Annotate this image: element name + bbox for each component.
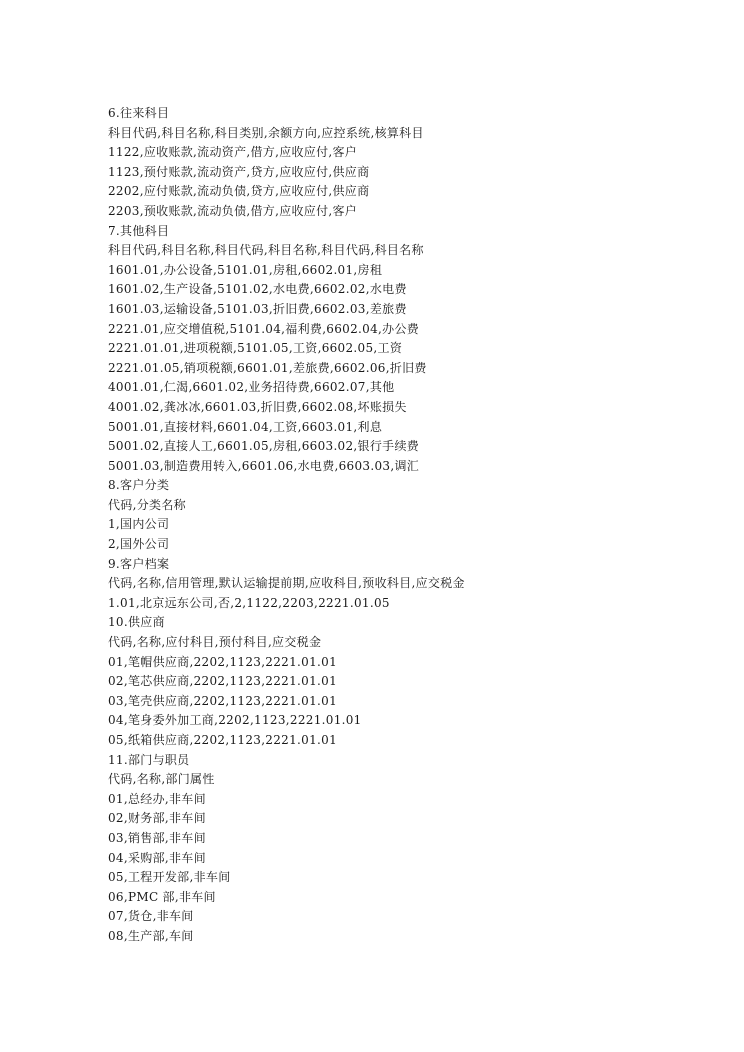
text-line: 2202,应付账款,流动负债,贷方,应收应付,供应商 <box>108 184 370 199</box>
text-line: 03,笔壳供应商,2202,1123,2221.01.01 <box>108 693 338 708</box>
text-line: 08,生产部,车间 <box>108 928 194 943</box>
text-line: 代码,名称,应付科目,预付科目,应交税金 <box>108 635 322 650</box>
section-heading-departments: 11.部门与职员 <box>108 752 190 767</box>
section-heading-accounts: 6.往来科目 <box>108 106 170 120</box>
section-heading-suppliers: 10.供应商 <box>108 615 165 630</box>
text-line: 科目代码,科目名称,科目代码,科目名称,科目代码,科目名称 <box>108 243 424 258</box>
text-line: 03,销售部,非车间 <box>108 830 206 845</box>
text-line: 1.01,北京远东公司,否,2,1122,2203,2221.01.05 <box>108 595 390 610</box>
text-line: 代码,名称,信用管理,默认运输提前期,应收科目,预收科目,应交税金 <box>108 576 465 591</box>
document-body <box>108 104 708 947</box>
text-line: 4001.02,龚冰冰,6601.03,折旧费,6602.08,坏账损失 <box>108 399 407 414</box>
text-line: 2221.01,应交增值税,5101.04,福利费,6602.04,办公费 <box>108 321 420 336</box>
text-line: 代码,分类名称 <box>108 497 186 512</box>
text-line: 05,工程开发部,非车间 <box>108 870 231 885</box>
text-line: 07,货仓,非车间 <box>108 909 194 924</box>
text-line: 5001.02,直接人工,6601.05,房租,6603.02,银行手续费 <box>108 439 420 454</box>
text-line: 04,采购部,非车间 <box>108 850 206 865</box>
text-line: 01,总经办,非车间 <box>108 791 206 806</box>
text-line: 4001.01,仁渴,6601.02,业务招待费,6602.07,其他 <box>108 380 395 395</box>
text-line: 02,笔芯供应商,2202,1123,2221.01.01 <box>108 674 338 689</box>
text-line: 01,笔帽供应商,2202,1123,2221.01.01 <box>108 654 338 669</box>
text-line: 02,财务部,非车间 <box>108 811 206 826</box>
text-line: 科目代码,科目名称,科目类别,余额方向,应控系统,核算科目 <box>108 125 424 140</box>
text-line: 05,纸箱供应商,2202,1123,2221.01.01 <box>108 733 338 747</box>
text-line: 代码,名称,部门属性 <box>108 772 215 787</box>
text-line: 1601.02,生产设备,5101.02,水电费,6602.02,水电费 <box>108 282 407 297</box>
text-line: 1122,应收账款,流动资产,借方,应收应付,客户 <box>108 145 358 160</box>
text-line: 2221.01.01,进项税额,5101.05,工资,6602.05,工资 <box>108 341 403 356</box>
text-line: 2203,预收账款,流动负债,借方,应收应付,客户 <box>108 203 358 218</box>
section-heading-customer-category: 8.客户分类 <box>108 478 170 493</box>
text-line: 5001.03,制造费用转入,6601.06,水电费,6603.03,调汇 <box>108 458 420 473</box>
text-line: 1601.03,运输设备,5101.03,折旧费,6602.03,差旅费 <box>108 301 407 316</box>
text-line: 2221.01.05,销项税额,6601.01,差旅费,6602.06,折旧费 <box>108 360 427 375</box>
text-line: 06,PMC 部,非车间 <box>108 889 216 904</box>
text-line: 1123,预付账款,流动资产,贷方,应收应付,供应商 <box>108 164 370 179</box>
text-line: 5001.01,直接材料,6601.04,工资,6603.01,利息 <box>108 419 383 434</box>
text-line: 1601.01,办公设备,5101.01,房租,6602.01,房租 <box>108 262 383 277</box>
text-line: 1,国内公司 <box>108 517 170 532</box>
section-heading-other-accounts: 7.其他科目 <box>108 223 170 238</box>
text-line: 04,笔身委外加工商,2202,1123,2221.01.01 <box>108 713 362 728</box>
text-line: 2,国外公司 <box>108 537 170 552</box>
section-heading-customer-records: 9.客户档案 <box>108 556 170 571</box>
